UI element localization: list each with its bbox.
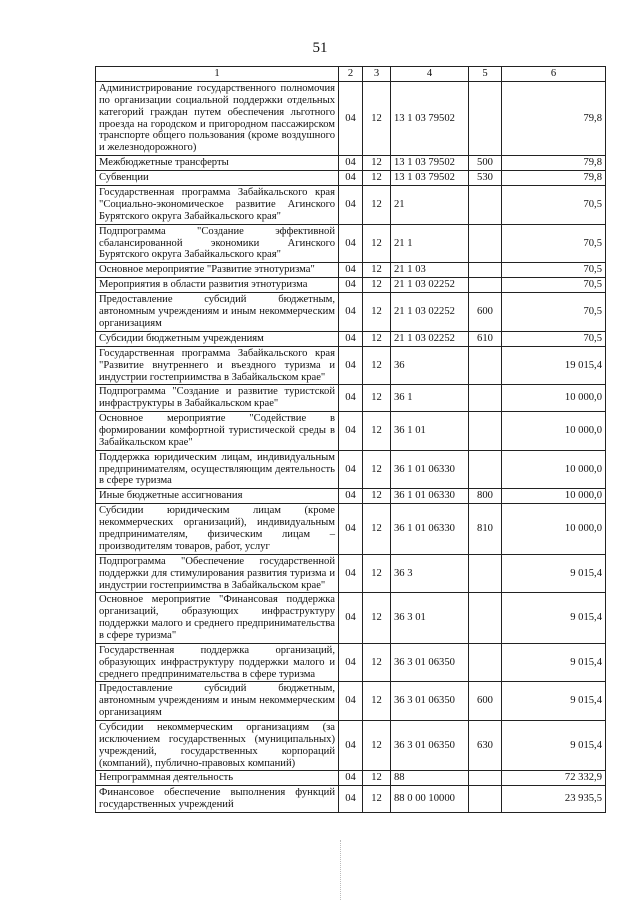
row-code-3: 12 bbox=[363, 504, 391, 554]
row-code-4: 36 1 01 06330 bbox=[391, 504, 469, 554]
row-sum: 70,5 bbox=[502, 186, 606, 225]
column-header: 2 bbox=[339, 67, 363, 82]
row-code-3: 12 bbox=[363, 263, 391, 278]
row-code-5 bbox=[469, 593, 502, 643]
row-code-5 bbox=[469, 412, 502, 451]
row-code-5 bbox=[469, 554, 502, 593]
row-name: Иные бюджетные ассигнования bbox=[96, 489, 339, 504]
table-row bbox=[96, 771, 606, 786]
table-row bbox=[96, 186, 606, 225]
row-code-5 bbox=[469, 278, 502, 293]
table-row bbox=[96, 554, 606, 593]
row-code-4: 21 1 bbox=[391, 224, 469, 263]
row-code-4: 36 1 bbox=[391, 385, 469, 412]
row-sum: 10 000,0 bbox=[502, 489, 606, 504]
row-code-3: 12 bbox=[363, 346, 391, 385]
row-code-4: 21 1 03 02252 bbox=[391, 278, 469, 293]
row-name: Основное мероприятие "Содействие в формировании комфортной туристической среды в Забайкальском крае" bbox=[96, 412, 339, 451]
row-sum: 79,8 bbox=[502, 82, 606, 156]
row-code-4: 36 1 01 06330 bbox=[391, 450, 469, 489]
table-row bbox=[96, 156, 606, 171]
row-sum: 10 000,0 bbox=[502, 504, 606, 554]
row-sum: 10 000,0 bbox=[502, 450, 606, 489]
row-code-5 bbox=[469, 450, 502, 489]
row-sum: 9 015,4 bbox=[502, 593, 606, 643]
row-code-3: 12 bbox=[363, 786, 391, 813]
row-sum: 70,5 bbox=[502, 331, 606, 346]
row-code-3: 12 bbox=[363, 293, 391, 332]
column-header: 1 bbox=[96, 67, 339, 82]
row-sum: 9 015,4 bbox=[502, 682, 606, 721]
row-code-4: 21 1 03 02252 bbox=[391, 331, 469, 346]
row-name: Основное мероприятие "Развитие этнотуризма" bbox=[96, 263, 339, 278]
row-name: Государственная поддержка организаций, образующих инфраструктуру поддержки малого и среднего предпринимательства в сфере туризма bbox=[96, 643, 339, 682]
table-row bbox=[96, 720, 606, 770]
row-code-3: 12 bbox=[363, 186, 391, 225]
table-row bbox=[96, 224, 606, 263]
table-row bbox=[96, 786, 606, 813]
row-code-5: 610 bbox=[469, 331, 502, 346]
row-sum: 9 015,4 bbox=[502, 643, 606, 682]
column-header: 4 bbox=[391, 67, 469, 82]
row-name: Подпрограмма "Обеспечение государственной поддержки для стимулирования развития туризма и индустрии гостеприимства в Забайкальском крае" bbox=[96, 554, 339, 593]
row-code-2: 04 bbox=[339, 786, 363, 813]
row-name: Предоставление субсидий бюджетным, автономным учреждениям и иным некоммерческим организациям bbox=[96, 293, 339, 332]
row-code-3: 12 bbox=[363, 554, 391, 593]
row-name: Финансовое обеспечение выполнения функций государственных учреждений bbox=[96, 786, 339, 813]
table-row bbox=[96, 593, 606, 643]
column-header: 5 bbox=[469, 67, 502, 82]
table-row bbox=[96, 331, 606, 346]
row-sum: 10 000,0 bbox=[502, 412, 606, 451]
row-code-3: 12 bbox=[363, 593, 391, 643]
row-sum: 79,8 bbox=[502, 156, 606, 171]
row-sum: 19 015,4 bbox=[502, 346, 606, 385]
table-row bbox=[96, 171, 606, 186]
row-code-5: 800 bbox=[469, 489, 502, 504]
row-sum: 72 332,9 bbox=[502, 771, 606, 786]
row-code-5 bbox=[469, 263, 502, 278]
margin-line bbox=[340, 840, 341, 900]
row-code-4: 36 1 01 06330 bbox=[391, 489, 469, 504]
row-code-2: 04 bbox=[339, 263, 363, 278]
row-name: Субсидии юридическим лицам (кроме некоммерческих организаций), индивидуальным предпринимателям, физическим лицам – производителям товаров, работ, услуг bbox=[96, 504, 339, 554]
row-code-5: 530 bbox=[469, 171, 502, 186]
row-sum: 70,5 bbox=[502, 263, 606, 278]
row-code-2: 04 bbox=[339, 771, 363, 786]
row-code-5 bbox=[469, 346, 502, 385]
table-row bbox=[96, 643, 606, 682]
row-name: Межбюджетные трансферты bbox=[96, 156, 339, 171]
row-code-2: 04 bbox=[339, 504, 363, 554]
row-code-4: 88 bbox=[391, 771, 469, 786]
row-sum: 70,5 bbox=[502, 224, 606, 263]
table-row bbox=[96, 346, 606, 385]
row-code-3: 12 bbox=[363, 720, 391, 770]
row-code-4: 13 1 03 79502 bbox=[391, 82, 469, 156]
row-code-2: 04 bbox=[339, 171, 363, 186]
row-code-2: 04 bbox=[339, 593, 363, 643]
row-sum: 70,5 bbox=[502, 293, 606, 332]
table-row bbox=[96, 293, 606, 332]
row-code-2: 04 bbox=[339, 331, 363, 346]
row-code-4: 36 3 01 bbox=[391, 593, 469, 643]
row-code-3: 12 bbox=[363, 331, 391, 346]
budget-table bbox=[95, 66, 606, 813]
table-row bbox=[96, 385, 606, 412]
table-header-row bbox=[96, 67, 606, 82]
row-code-2: 04 bbox=[339, 412, 363, 451]
column-header: 6 bbox=[502, 67, 606, 82]
table-row bbox=[96, 278, 606, 293]
row-code-2: 04 bbox=[339, 82, 363, 156]
row-name: Администрирование государственного полномочия по организации социальной поддержки отдельных категорий граждан путем обеспечения льготного проезда на городском и пригородном пассажирском транспорте общего пользования (кроме воздушного и железнодорожного) bbox=[96, 82, 339, 156]
table-row bbox=[96, 504, 606, 554]
row-code-2: 04 bbox=[339, 186, 363, 225]
row-code-2: 04 bbox=[339, 156, 363, 171]
row-code-5 bbox=[469, 186, 502, 225]
row-code-4: 21 bbox=[391, 186, 469, 225]
row-name: Непрограммная деятельность bbox=[96, 771, 339, 786]
row-code-5 bbox=[469, 771, 502, 786]
row-code-3: 12 bbox=[363, 82, 391, 156]
row-code-3: 12 bbox=[363, 771, 391, 786]
row-code-4: 36 3 01 06350 bbox=[391, 720, 469, 770]
row-name: Мероприятия в области развития этнотуризма bbox=[96, 278, 339, 293]
row-name: Государственная программа Забайкальского края "Социально-экономическое развитие Агинского Бурятского округа Забайкальского края" bbox=[96, 186, 339, 225]
row-code-3: 12 bbox=[363, 224, 391, 263]
row-code-4: 13 1 03 79502 bbox=[391, 156, 469, 171]
row-code-3: 12 bbox=[363, 643, 391, 682]
table-row bbox=[96, 82, 606, 156]
table-row bbox=[96, 263, 606, 278]
row-code-2: 04 bbox=[339, 720, 363, 770]
table-row bbox=[96, 489, 606, 504]
row-name: Субсидии бюджетным учреждениям bbox=[96, 331, 339, 346]
row-name: Субвенции bbox=[96, 171, 339, 186]
row-name: Предоставление субсидий бюджетным, автономным учреждениям и иным некоммерческим организациям bbox=[96, 682, 339, 721]
row-name: Подпрограмма "Создание и развитие туристской инфраструктуры в Забайкальском крае" bbox=[96, 385, 339, 412]
row-code-2: 04 bbox=[339, 554, 363, 593]
table-row bbox=[96, 450, 606, 489]
row-code-4: 88 0 00 10000 bbox=[391, 786, 469, 813]
row-code-5: 810 bbox=[469, 504, 502, 554]
row-code-2: 04 bbox=[339, 293, 363, 332]
table-row bbox=[96, 682, 606, 721]
row-code-2: 04 bbox=[339, 450, 363, 489]
row-code-4: 36 1 01 bbox=[391, 412, 469, 451]
row-sum: 79,8 bbox=[502, 171, 606, 186]
row-sum: 23 935,5 bbox=[502, 786, 606, 813]
row-code-5 bbox=[469, 643, 502, 682]
row-code-5 bbox=[469, 786, 502, 813]
row-code-5 bbox=[469, 385, 502, 412]
row-code-4: 21 1 03 02252 bbox=[391, 293, 469, 332]
row-code-2: 04 bbox=[339, 346, 363, 385]
row-sum: 10 000,0 bbox=[502, 385, 606, 412]
row-code-4: 36 3 01 06350 bbox=[391, 682, 469, 721]
row-sum: 70,5 bbox=[502, 278, 606, 293]
row-code-3: 12 bbox=[363, 450, 391, 489]
row-code-4: 36 3 bbox=[391, 554, 469, 593]
column-header: 3 bbox=[363, 67, 391, 82]
page-number: 51 bbox=[312, 40, 328, 56]
row-code-5 bbox=[469, 82, 502, 156]
row-code-5: 600 bbox=[469, 293, 502, 332]
row-code-5 bbox=[469, 224, 502, 263]
row-code-2: 04 bbox=[339, 278, 363, 293]
row-name: Субсидии некоммерческим организациям (за исключением государственных (муниципальных) учреждений, государственных корпораций (компаний), публично-правовых компаний) bbox=[96, 720, 339, 770]
row-name: Подпрограмма "Создание эффективной сбалансированной экономики Агинского Бурятского округа Забайкальского края" bbox=[96, 224, 339, 263]
row-code-3: 12 bbox=[363, 385, 391, 412]
row-code-2: 04 bbox=[339, 224, 363, 263]
row-code-3: 12 bbox=[363, 412, 391, 451]
row-code-5: 500 bbox=[469, 156, 502, 171]
row-sum: 9 015,4 bbox=[502, 554, 606, 593]
row-code-3: 12 bbox=[363, 278, 391, 293]
row-code-5: 600 bbox=[469, 682, 502, 721]
row-code-3: 12 bbox=[363, 171, 391, 186]
table-row bbox=[96, 412, 606, 451]
row-code-2: 04 bbox=[339, 489, 363, 504]
row-code-5: 630 bbox=[469, 720, 502, 770]
row-code-3: 12 bbox=[363, 489, 391, 504]
row-code-4: 13 1 03 79502 bbox=[391, 171, 469, 186]
row-code-4: 36 bbox=[391, 346, 469, 385]
row-name: Основное мероприятие "Финансовая поддержка организаций, образующих инфраструктуру поддержки малого и среднего предпринимательства в сфере туризма" bbox=[96, 593, 339, 643]
row-code-4: 36 3 01 06350 bbox=[391, 643, 469, 682]
row-name: Поддержка юридическим лицам, индивидуальным предпринимателям, осуществляющим деятельность в сфере туризма bbox=[96, 450, 339, 489]
row-code-3: 12 bbox=[363, 156, 391, 171]
row-code-4: 21 1 03 bbox=[391, 263, 469, 278]
row-code-2: 04 bbox=[339, 643, 363, 682]
row-sum: 9 015,4 bbox=[502, 720, 606, 770]
row-code-3: 12 bbox=[363, 682, 391, 721]
row-name: Государственная программа Забайкальского края "Развитие внутреннего и въездного туризма и индустрии гостеприимства в Забайкальском крае" bbox=[96, 346, 339, 385]
row-code-2: 04 bbox=[339, 682, 363, 721]
row-code-2: 04 bbox=[339, 385, 363, 412]
